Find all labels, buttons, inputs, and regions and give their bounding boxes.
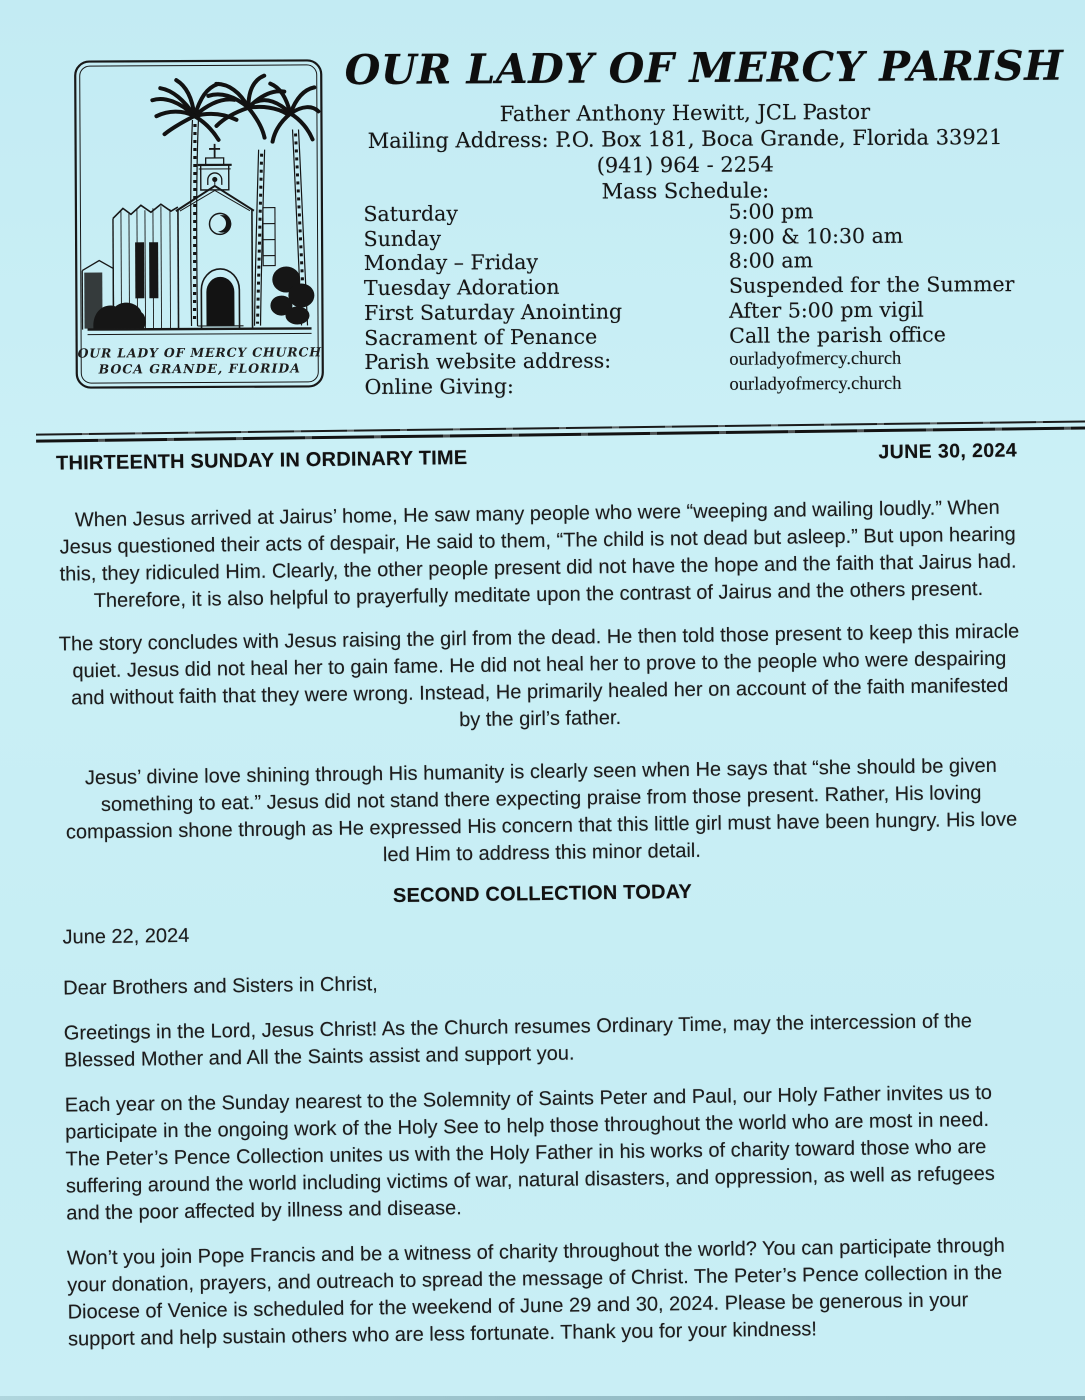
scan-edge-shadow bbox=[0, 1396, 1085, 1400]
reflection-section bbox=[57, 494, 1023, 873]
letter-paragraph: Won’t you join Pope Francis and be a witness of charity throughout the world? You can participate through your donation, prayers, and outreach to spread the message of Christ. The Peter’s Pence collection in the Diocese of Venice is scheduled for the weekend of June 29 and 30, 2024. Please be generous in your support and help sustain others who are less fortunate. Thank you for your kindness! bbox=[66, 1234, 1005, 1351]
schedule-label: Sacrament of Penance bbox=[364, 324, 598, 350]
church-illustration bbox=[72, 57, 326, 390]
schedule-value: Call the parish office bbox=[729, 321, 946, 348]
shrubs bbox=[93, 266, 315, 329]
rose-window bbox=[209, 213, 231, 234]
schedule-value: After 5:00 pm vigil bbox=[728, 297, 924, 323]
letter-salutation: Dear Brothers and Sisters in Christ, bbox=[63, 973, 378, 1000]
mass-schedule-label: Mass Schedule: bbox=[601, 178, 770, 204]
church-right-pillar bbox=[263, 208, 275, 266]
schedule-value: 5:00 pm bbox=[728, 199, 814, 224]
schedule-value: 8:00 am bbox=[728, 248, 814, 274]
bulletin-date: JUNE 30, 2024 bbox=[878, 439, 1018, 464]
masthead bbox=[344, 41, 1064, 206]
schedule-label: Monday – Friday bbox=[363, 250, 539, 276]
schedule-value: Suspended for the Summer bbox=[728, 272, 1015, 298]
mass-schedule bbox=[363, 198, 1029, 400]
bulletin-content bbox=[56, 438, 1029, 1354]
palm-fronds bbox=[152, 75, 318, 142]
schedule-label: Saturday bbox=[363, 201, 458, 227]
ground-line bbox=[88, 328, 312, 334]
letter-date: June 22, 2024 bbox=[62, 924, 190, 949]
logo-caption-line2: BOCA GRANDE, FLORIDA bbox=[98, 360, 301, 377]
letter-paragraph: Greetings in the Lord, Jesus Christ! As the Church resumes Ordinary Time, may the intercession of the Blessed Mother and All the Saints assist and support you. bbox=[63, 1010, 973, 1072]
bell-icon bbox=[212, 177, 217, 182]
schedule-value: 9:00 & 10:30 am bbox=[728, 223, 904, 249]
parish-website-url: ourladyofmercy.church bbox=[729, 348, 902, 371]
bulletin-header-row bbox=[56, 438, 1017, 478]
online-giving-url: ourladyofmercy.church bbox=[729, 373, 902, 395]
reflection-paragraph: Jesus’ divine love shining through His humanity is clearly seen when He says that “she should be given something to eat.” Jesus did not stand there expecting praise from those present. Rather, His loving compassion shone through as He expressed His concern that this little girl must have been hungry. His love led Him to address this minor detail. bbox=[65, 754, 1018, 867]
pastor-line: Father Anthony Hewitt, JCL Pastor bbox=[499, 99, 871, 127]
schedule-label: Online Giving: bbox=[364, 374, 514, 399]
schedule-label: Parish website address: bbox=[364, 348, 612, 375]
phone-line: (941) 964 - 2254 bbox=[596, 152, 774, 178]
schedule-row bbox=[364, 371, 1029, 400]
bulletin-heading: THIRTEENTH SUNDAY IN ORDINARY TIME bbox=[55, 446, 468, 475]
collection-letter bbox=[62, 911, 1029, 1353]
church-logo bbox=[72, 57, 326, 390]
reflection-paragraph: When Jesus arrived at Jairus’ home, He saw many people who were “weeping and wailing loudly.” When Jesus questioned their acts of despair, He said to them, “The child is not dead but asleep.” But upon hearing this, they ridiculed Him. Clearly, the other people present did not have the hope and the faith that Jairus had. Therefore, it is also helpful to prayerfully meditate upon the contrast of Jairus and the others present. bbox=[59, 496, 1017, 613]
schedule-label: Tuesday Adoration bbox=[363, 274, 560, 301]
page-title: OUR LADY OF MERCY PARISH bbox=[344, 41, 1064, 95]
mailing-address-line: Mailing Address: P.O. Box 181, Boca Grande, Florida 33921 bbox=[367, 125, 1003, 153]
church-door bbox=[197, 269, 243, 329]
schedule-label: First Saturday Anointing bbox=[364, 299, 623, 325]
schedule-label: Sunday bbox=[363, 226, 442, 251]
logo-caption-line1: OUR LADY OF MERCY CHURCH bbox=[77, 344, 322, 361]
collection-title: SECOND COLLECTION TODAY bbox=[392, 880, 693, 908]
reflection-paragraph: The story concludes with Jesus raising the girl from the dead. He then told those present to keep this miracle quiet. Jesus did not heal her to gain fame. He did not heal her to prove to the people who were despairing and without faith that they were wrong. Instead, He primarily healed her on account of the faith manifested by the girl’s father. bbox=[58, 620, 1020, 732]
letter-paragraph: Each year on the Sunday nearest to the Solemnity of Saints Peter and Paul, our Holy Father invites us to participate in the ongoing work of the Holy See to help those throughout the world who are most in need. The Peter’s Pence Collection unites us with the Holy Father in his works of charity toward those who are suffering around the world including victims of war, natural disasters, and oppression, as well as refugees and the poor affected by illness and disease. bbox=[64, 1081, 995, 1225]
